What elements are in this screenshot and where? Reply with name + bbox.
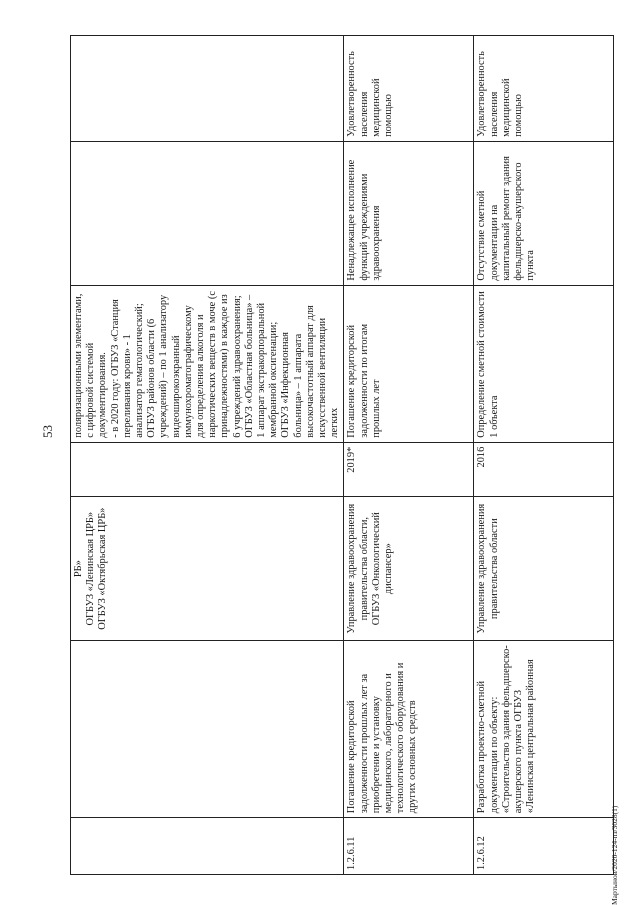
document-table xyxy=(70,35,575,875)
cell-name xyxy=(71,641,344,818)
table-row xyxy=(344,36,474,875)
cell-risk xyxy=(71,141,344,285)
cell-result: Удовлетворенность населения медицинской помощью xyxy=(474,36,614,142)
cell-exec: Управление здравоохранения правительства области, ОГБУЗ «Онкологический диспансер» xyxy=(344,497,474,641)
cell-year xyxy=(71,442,344,497)
cell-num: 1.2.6.12 xyxy=(474,818,614,875)
cell-name: Разработка проектно-сметной документации по объекту: «Строительство здания фельдшерско-акушерского пункта ОГБУЗ «Ленинская центральная районная xyxy=(474,641,614,818)
cell-indicator: Погашение кредиторской задолженности по итогам прошлых лет xyxy=(344,285,474,442)
document-stamp: Мартынов/2020-124-пз/3028(1) xyxy=(610,805,619,905)
cell-year: 2019* xyxy=(344,442,474,497)
table-row xyxy=(474,36,614,875)
table-row-continuation xyxy=(71,36,344,875)
cell-exec: Управление здравоохранения правительства области xyxy=(474,497,614,641)
cell-result xyxy=(71,36,344,142)
cell-indicator: поляризационными элементами, с цифровой системой документирования. - в 2020 году: ОГБУЗ «Станция переливания крови» - 1 анализатор гематологический; ОГБУЗ районов области (6 учреждений) – по 1 анализатору видеоширокоэкранный иммунохроматографическому для определения алкоголя и наркотических веществ в моче (с принадлежностями) в каждое из 6 учреждений здравоохранения; ОГБУЗ «Областная больница» – 1 аппарат экстракорпоральной мембранной оксигенации; ОГБУЗ «Инфекционная больница» – 1 аппарата высокочастотный аппарат для искусственной вентиляции легких xyxy=(71,285,344,442)
cell-name: Погашение кредиторской задолженности прошлых лет за приобретение и установку медицинского, лабораторного и технологического оборудования и других основных средств xyxy=(344,641,474,818)
cell-num: 1.2.6.11 xyxy=(344,818,474,875)
page-number: 53 xyxy=(40,425,55,438)
cell-exec: РБ» ОГБУЗ «Ленинская ЦРБ» ОГБУЗ «Октябрьская ЦРБ» xyxy=(71,497,344,641)
cell-num xyxy=(71,818,344,875)
cell-risk: Ненадлежащее исполнение функций учреждениями здравоохранения xyxy=(344,141,474,285)
cell-indicator: Определение сметной стоимости 1 объекта xyxy=(474,285,614,442)
cell-result: Удовлетворенность населения медицинской помощью xyxy=(344,36,474,142)
cell-risk: Отсутствие сметной документации на капитальный ремонт здания фельдшерско-акушерского пункта xyxy=(474,141,614,285)
cell-year: 2016 xyxy=(474,442,614,497)
